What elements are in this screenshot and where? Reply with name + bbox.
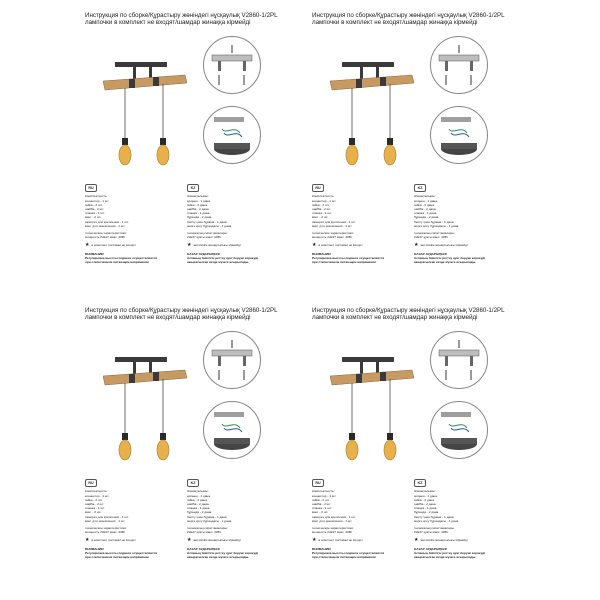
kz-section <box>187 184 287 264</box>
list-item: коннектор - 1 шт. <box>312 199 337 204</box>
list-item: шайба - 2 дана. <box>187 207 210 212</box>
ru-tech-heading: технические характеристики: <box>85 230 127 235</box>
mounting-bracket-detail <box>203 36 261 94</box>
list-item: винт - 2 шт. <box>85 510 102 515</box>
ru-language-badge: RU <box>85 184 97 192</box>
list-item: гайка - 2 шт. <box>312 203 330 208</box>
list-item: саморез для крепления - 1 шт. <box>312 219 356 224</box>
kz-warning-title: НАЗАР АУДАРЫҢЫЗ! <box>414 546 448 551</box>
list-item: винт для заземления - 1 шт. <box>85 518 126 523</box>
ru-kit-list <box>85 494 185 523</box>
kz-warning-line-1: Аспаның биіктігін реттеу қуат беруші кернеуді <box>414 551 486 556</box>
title-line-2: лампочки в комплект не входят/шамдар жинаққа кірмейді <box>85 314 251 322</box>
kz-warning-line-2: ажыратылған кезде жүзеге асырылады. <box>414 260 477 265</box>
star-icon: ★ <box>187 241 192 248</box>
kz-tech-value: 2xE27 қуаты макс. 40Вт. <box>187 234 222 239</box>
list-item: бекіту үшін бұрама - 1 дана. <box>414 514 455 519</box>
list-item: гайка - 2 шт. <box>85 203 103 208</box>
kz-note <box>187 243 287 248</box>
list-item: планка - 1 шт. <box>85 211 105 216</box>
kz-warning-title: НАЗАР АУДАРЫҢЫЗ! <box>187 251 221 256</box>
instruction-panel <box>85 12 310 302</box>
list-item: жерге қосу бұрандасы - 1 дана. <box>414 223 460 228</box>
kz-warning-line-1: Аспаның биіктігін реттеу қуат беруші кернеуді <box>187 256 259 261</box>
kz-warning-line-1: Аспаның биіктігін реттеу қуат беруші кернеуді <box>187 551 259 556</box>
title-line-2: лампочки в комплект не входят/шамдар жинаққа кірмейді <box>312 19 478 27</box>
list-item: бұранда - 2 дана. <box>414 510 440 515</box>
kz-warning-title: НАЗАР АУДАРЫҢЫЗ! <box>414 251 448 256</box>
list-item: планка - 1 дана. <box>187 506 211 511</box>
ru-warning-title: ВНИМАНИЕ! <box>312 546 332 551</box>
instruction-title <box>312 12 537 27</box>
kz-warning-line-2: ажыратылған кезде жүзеге асырылады. <box>414 555 477 560</box>
list-item: шайба - 2 дана. <box>414 502 437 507</box>
list-item: гайка - 2 шт. <box>85 498 103 503</box>
list-item: планка - 1 шт. <box>85 506 105 511</box>
ru-warning-title: ВНИМАНИЕ! <box>312 251 332 256</box>
list-item: бекіту үшін бұрама - 1 дана. <box>414 219 455 224</box>
kz-kit-list <box>414 494 514 523</box>
list-item: қосқыш - 1 дана. <box>187 494 211 499</box>
canopy-wiring-detail <box>203 401 261 459</box>
kz-kit-heading: Жинақталымы: <box>414 489 436 493</box>
instruction-panel <box>312 12 537 302</box>
title-line-1: Инструкция по сборке/Құрастыру жөніндегі нұсқаулық V2860-1/2PL <box>312 307 505 314</box>
ru-warning-line-1: Регулировка высоты подвеса осуществляется <box>312 551 385 556</box>
instruction-title <box>85 307 310 322</box>
ru-note <box>85 538 185 543</box>
kz-kit-heading: Жинақталымы: <box>187 194 209 198</box>
mounting-bracket-detail <box>430 331 488 389</box>
list-item: жерге қосу бұрандасы - 1 дана. <box>187 518 233 523</box>
list-item: саморез для крепления - 1 шт. <box>85 514 129 519</box>
list-item: планка - 1 шт. <box>312 211 332 216</box>
star-icon: ★ <box>187 536 192 543</box>
star-icon: ★ <box>85 536 90 543</box>
ru-kit-list <box>85 199 185 228</box>
kz-kit-list <box>414 199 514 228</box>
ru-warning-line-2: при отключенном питающем напряжении <box>85 555 149 560</box>
pendant-lamp-illustration <box>330 355 425 475</box>
kz-warning-line-2: ажыратылған кезде жүзеге асырылады. <box>187 555 250 560</box>
list-item: винт - 2 шт. <box>85 215 102 220</box>
kz-warning-title: НАЗАР АУДАРЫҢЫЗ! <box>187 546 221 551</box>
title-line-1: Инструкция по сборке/Құрастыру жөніндегі нұсқаулық V2860-1/2PL <box>85 307 278 314</box>
kz-note <box>414 243 514 248</box>
star-icon: ★ <box>312 536 317 543</box>
ru-note-text: в комплект поставки не входит <box>318 243 363 248</box>
pendant-lamp-illustration <box>103 355 198 475</box>
title-line-2: лампочки в комплект не входят/шамдар жинаққа кірмейді <box>312 314 478 322</box>
mounting-bracket-detail <box>430 36 488 94</box>
list-item: бұранда - 2 дана. <box>187 215 213 220</box>
list-item: шайба - 2 дана. <box>414 207 437 212</box>
kz-tech-heading: техникалық сипаттамалары: <box>187 230 228 235</box>
list-item: винт для заземления - 1 шт. <box>312 223 353 228</box>
kz-note-text: жеткізілім жинақтылығы кірмейді <box>193 538 241 543</box>
list-item: гайка - 2 дана. <box>187 498 208 503</box>
kz-tech-value: 2xE27 қуаты макс. 40Вт. <box>414 234 449 239</box>
ru-warning-line-1: Регулировка высоты подвеса осуществляется <box>312 256 385 261</box>
title-line-1: Инструкция по сборке/Құрастыру жөніндегі нұсқаулық V2860-1/2PL <box>312 12 505 19</box>
list-item: шайба - 2 шт. <box>312 207 332 212</box>
list-item: гайка - 2 шт. <box>312 498 330 503</box>
list-item: винт для заземления - 1 шт. <box>312 518 353 523</box>
ru-note <box>312 538 412 543</box>
ru-note-text: в комплект поставки не входит <box>91 538 136 543</box>
list-item: саморез для крепления - 1 шт. <box>312 514 356 519</box>
list-item: бұранда - 2 дана. <box>414 215 440 220</box>
ru-tech-heading: технические характеристики: <box>85 525 127 530</box>
ru-kit-heading: Комплектность: <box>312 194 335 198</box>
list-item: винт - 2 шт. <box>312 215 329 220</box>
list-item: қосқыш - 1 дана. <box>414 199 438 204</box>
kz-tech-value: 2xE27 қуаты макс. 40Вт. <box>414 529 449 534</box>
star-icon: ★ <box>85 241 90 248</box>
list-item: бекіту үшін бұрама - 1 дана. <box>187 514 228 519</box>
star-icon: ★ <box>312 241 317 248</box>
canopy-wiring-detail <box>430 401 488 459</box>
list-item: гайка - 2 дана. <box>414 498 435 503</box>
kz-kit-list <box>187 199 287 228</box>
kz-kit-heading: Жинақталымы: <box>414 194 436 198</box>
ru-warning-line-2: при отключенном питающем напряжении <box>312 260 376 265</box>
list-item: саморез для крепления - 1 шт. <box>85 219 129 224</box>
ru-kit-list <box>312 494 412 523</box>
ru-tech-heading: технические характеристики: <box>312 525 354 530</box>
list-item: шайба - 2 шт. <box>312 502 332 507</box>
title-line-2: лампочки в комплект не входят/шамдар жинаққа кірмейді <box>85 19 251 27</box>
list-item: планка - 1 дана. <box>414 211 438 216</box>
kz-section <box>187 479 287 559</box>
pendant-lamp-illustration <box>330 60 425 180</box>
list-item: бекіту үшін бұрама - 1 дана. <box>187 219 228 224</box>
canopy-wiring-detail <box>430 106 488 164</box>
list-item: винт для заземления - 1 шт. <box>85 223 126 228</box>
ru-note <box>312 243 412 248</box>
kz-note <box>187 538 287 543</box>
ru-tech-value: мощность 2xE27 макс. 40Вт <box>312 234 353 239</box>
kz-note <box>414 538 514 543</box>
ru-kit-list <box>312 199 412 228</box>
ru-note-text: в комплект поставки не входит <box>91 243 136 248</box>
kz-section <box>414 479 514 559</box>
list-item: шайба - 2 шт. <box>85 502 105 507</box>
star-icon: ★ <box>414 536 419 543</box>
kz-tech-heading: техникалық сипаттамалары: <box>414 230 455 235</box>
ru-warning-line-2: при отключенном питающем напряжении <box>85 260 149 265</box>
kz-language-badge: KZ <box>414 479 426 487</box>
ru-warning-line-2: при отключенном питающем напряжении <box>312 555 376 560</box>
ru-tech-value: мощность 2xE27 макс. 40Вт <box>85 529 126 534</box>
list-item: қосқыш - 1 дана. <box>187 199 211 204</box>
list-item: планка - 1 дана. <box>187 211 211 216</box>
ru-note <box>85 243 185 248</box>
list-item: жерге қосу бұрандасы - 1 дана. <box>187 223 233 228</box>
list-item: гайка - 2 дана. <box>187 203 208 208</box>
list-item: қосқыш - 1 дана. <box>414 494 438 499</box>
ru-warning-line-1: Регулировка высоты подвеса осуществляется <box>85 256 158 261</box>
list-item: гайка - 2 дана. <box>414 203 435 208</box>
kz-note-text: жеткізілім жинақтылығы кірмейді <box>420 243 468 248</box>
ru-tech-value: мощность 2xE27 макс. 40Вт <box>85 234 126 239</box>
ru-warning-title: ВНИМАНИЕ! <box>85 251 105 256</box>
ru-warning-title: ВНИМАНИЕ! <box>85 546 105 551</box>
instruction-panel <box>312 307 537 597</box>
kz-language-badge: KZ <box>187 184 199 192</box>
instruction-title <box>312 307 537 322</box>
list-item: шайба - 2 шт. <box>85 207 105 212</box>
list-item: бұранда - 2 дана. <box>187 510 213 515</box>
ru-note-text: в комплект поставки не входит <box>318 538 363 543</box>
list-item: жерге қосу бұрандасы - 1 дана. <box>414 518 460 523</box>
kz-note-text: жеткізілім жинақтылығы кірмейді <box>193 243 241 248</box>
ru-tech-value: мощность 2xE27 макс. 40Вт <box>312 529 353 534</box>
kz-tech-heading: техникалық сипаттамалары: <box>414 525 455 530</box>
canopy-wiring-detail <box>203 106 261 164</box>
kz-tech-value: 2xE27 қуаты макс. 40Вт. <box>187 529 222 534</box>
kz-warning-line-2: ажыратылған кезде жүзеге асырылады. <box>187 260 250 265</box>
list-item: коннектор - 1 шт. <box>312 494 337 499</box>
list-item: шайба - 2 дана. <box>187 502 210 507</box>
kz-language-badge: KZ <box>414 184 426 192</box>
kz-note-text: жеткізілім жинақтылығы кірмейді <box>420 538 468 543</box>
ru-section <box>85 184 185 264</box>
pendant-lamp-illustration <box>103 60 198 180</box>
kz-language-badge: KZ <box>187 479 199 487</box>
ru-language-badge: RU <box>312 479 324 487</box>
ru-section <box>312 184 412 264</box>
ru-warning-line-1: Регулировка высоты подвеса осуществляется <box>85 551 158 556</box>
title-line-1: Инструкция по сборке/Құрастыру жөніндегі нұсқаулық V2860-1/2PL <box>85 12 278 19</box>
kz-tech-heading: техникалық сипаттамалары: <box>187 525 228 530</box>
list-item: винт - 2 шт. <box>312 510 329 515</box>
list-item: планка - 1 дана. <box>414 506 438 511</box>
ru-kit-heading: Комплектность: <box>312 489 335 493</box>
list-item: коннектор - 1 шт. <box>85 199 110 204</box>
ru-kit-heading: Комплектность: <box>85 194 108 198</box>
ru-language-badge: RU <box>85 479 97 487</box>
star-icon: ★ <box>414 241 419 248</box>
kz-section <box>414 184 514 264</box>
kz-kit-heading: Жинақталымы: <box>187 489 209 493</box>
ru-kit-heading: Комплектность: <box>85 489 108 493</box>
list-item: планка - 1 шт. <box>312 506 332 511</box>
instruction-panel <box>85 307 310 597</box>
kz-kit-list <box>187 494 287 523</box>
instruction-title <box>85 12 310 27</box>
ru-tech-heading: технические характеристики: <box>312 230 354 235</box>
list-item: коннектор - 1 шт. <box>85 494 110 499</box>
ru-section <box>85 479 185 559</box>
ru-language-badge: RU <box>312 184 324 192</box>
kz-warning-line-1: Аспаның биіктігін реттеу қуат беруші кернеуді <box>414 256 486 261</box>
mounting-bracket-detail <box>203 331 261 389</box>
ru-section <box>312 479 412 559</box>
